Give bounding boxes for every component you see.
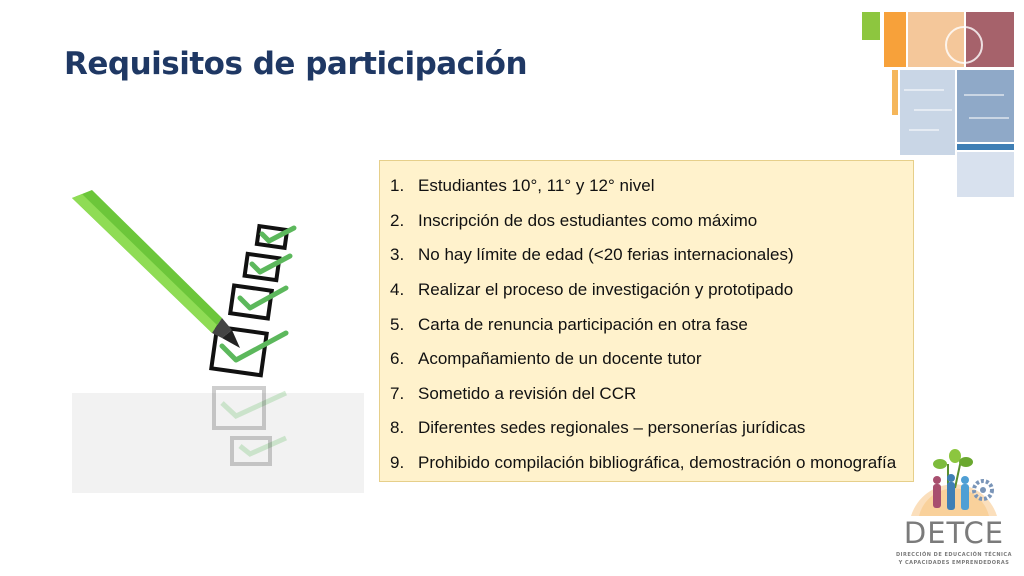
item-text: Realizar el proceso de investigación y prototipado (418, 280, 794, 300)
item-number: 1. (390, 176, 405, 196)
list-item (390, 238, 913, 273)
item-text: Inscripción de dos estudiantes como máximo (418, 210, 758, 230)
item-number: 9. (390, 453, 405, 473)
detce-logo (893, 446, 1015, 572)
requirements-box (379, 160, 914, 482)
item-number: 4. (390, 280, 405, 300)
list-item (390, 169, 913, 204)
logo-name: DETCE (903, 516, 1005, 550)
logo-emblem (893, 446, 1015, 518)
list-item (390, 273, 913, 308)
list-item (390, 342, 913, 377)
slide-title: Requisitos de participación (64, 46, 528, 82)
requirements-list (380, 161, 913, 480)
logo-subtitle-line-2: Y CAPACIDADES EMPRENDEDORAS (898, 560, 1010, 566)
item-text: Prohibido compilación bibliográfica, demostración o monografía (418, 453, 897, 473)
item-number: 2. (390, 210, 405, 230)
list-item (390, 377, 913, 412)
checklist-pen-image (72, 188, 364, 493)
item-number: 7. (390, 383, 405, 403)
list-item (390, 446, 913, 481)
item-number: 5. (390, 314, 405, 334)
list-item (390, 307, 913, 342)
list-item (390, 204, 913, 239)
item-number: 6. (390, 349, 405, 369)
logo-subtitle-line-1: DIRECCIÓN DE EDUCACIÓN TÉCNICA (896, 552, 1012, 558)
item-number: 8. (390, 418, 405, 438)
list-item (390, 411, 913, 446)
item-text: Diferentes sedes regionales – personerías jurídicas (418, 418, 806, 438)
item-text: Carta de renuncia participación en otra fase (418, 314, 748, 334)
item-text: Sometido a revisión del CCR (418, 383, 637, 403)
item-text: Estudiantes 10°, 11° y 12° nivel (418, 176, 655, 196)
item-text: No hay límite de edad (<20 ferias internacionales) (418, 245, 794, 265)
item-text: Acompañamiento de un docente tutor (418, 349, 702, 369)
item-number: 3. (390, 245, 405, 265)
